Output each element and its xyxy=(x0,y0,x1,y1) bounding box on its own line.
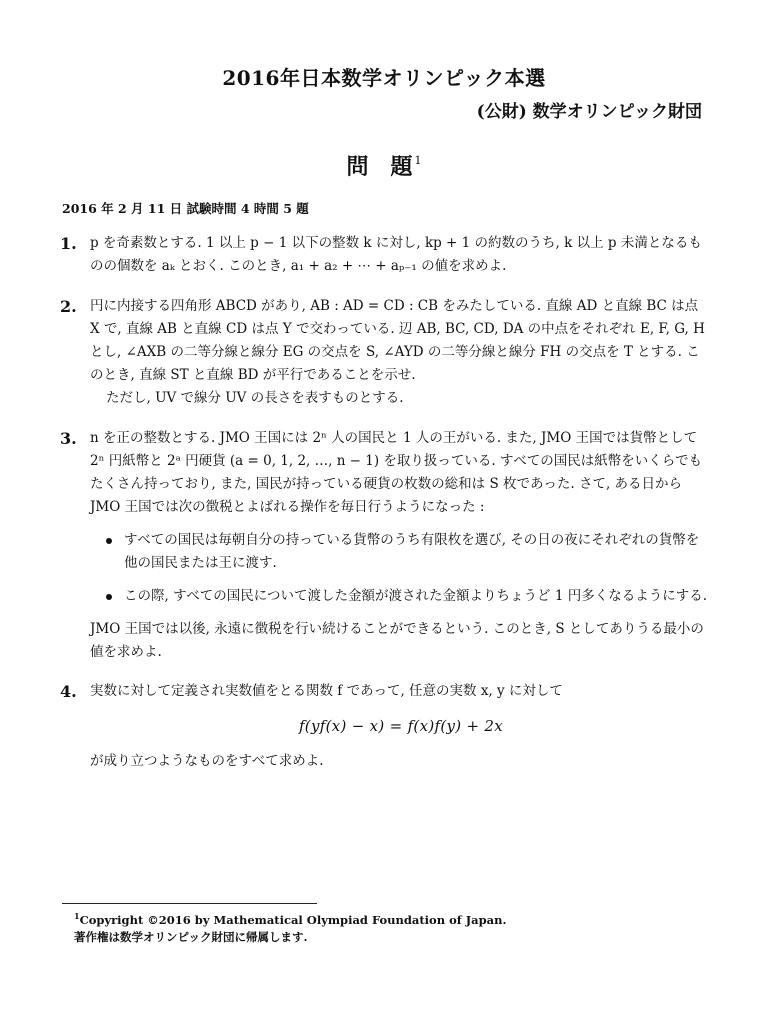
problem-number: 4. xyxy=(60,682,77,701)
heading-text: 問 題 xyxy=(346,154,413,180)
problem-number: 3. xyxy=(60,429,77,448)
problem-closing: JMO 王国では以後, 永遠に徴税を行い続けることができるという. このとき, S としてありうる最小の値を求めよ. xyxy=(90,621,704,660)
exam-info: 2016 年 2 月 11 日 試験時間 4 時間 5 題 xyxy=(62,201,309,216)
list-item xyxy=(90,529,712,575)
copyright-text: Copyright ©2016 by Mathematical Olympiad Foundation of Japan. xyxy=(79,913,507,927)
problem-note: ただし, UV で線分 UV の長さを表すものとする. xyxy=(106,390,404,406)
section-heading xyxy=(0,150,768,181)
functional-equation: f(yf(x) − x) = f(x)f(y) + 2x xyxy=(298,717,504,735)
problem-number: 1. xyxy=(60,234,77,253)
problem-4 xyxy=(60,680,712,773)
problem-closing: が成り立つようなものをすべて求めよ. xyxy=(90,753,324,769)
bullet-text: すべての国民は毎朝自分の持っている貨幣のうち有限枚を選び, その日の夜にそれぞれの貨幣を他の国民または王に渡す. xyxy=(124,532,700,571)
footnote-divider xyxy=(62,903,317,904)
problem-3 xyxy=(60,427,712,664)
bullet-list xyxy=(90,529,712,608)
list-item xyxy=(90,585,712,608)
problem-list xyxy=(60,232,712,773)
bullet-icon xyxy=(106,594,112,600)
problem-text: 円に内接する四角形 ABCD があり, AB : AD = CD : CB をみたしている. 直線 AD と直線 BC は点 X で, 直線 AB と直線 CD は点 Y で交わっている. 辺 AB, BC, CD, DA の中点をそれぞれ E, F, G, H とし, ∠AXB の二等分線と線分 EG の交点を S, ∠AYD の二等分線と線分 FH の交点を T とする. このとき, 直線 ST と直線 BD が平行であることを示せ. xyxy=(90,298,705,383)
heading-footnote-mark: 1 xyxy=(414,154,422,167)
footnote-line-1 xyxy=(74,908,506,929)
problem-text: n を正の整数とする. JMO 王国には 2ⁿ 人の国民と 1 人の王がいる. また, JMO 王国では貨幣として 2ⁿ 円紙幣と 2ᵃ 円硬貨 (a = 0, 1, 2, …, n − 1) を取り扱っている. すべての国民は紙幣をいくらでもたくさん持っており, また, 国民が持っている硬貨の枚数の総和は S 枚であった. さて, ある日から JMO 王国では次の徴税とよばれる操作を毎日行うようになった : xyxy=(90,430,703,515)
footnote-mark: 1 xyxy=(74,911,80,921)
footnote-line-2: 著作権は数学オリンピック財団に帰属します. xyxy=(74,930,308,944)
problem-text: p を奇素数とする. 1 以上 p − 1 以下の整数 k に対し, kp + 1 の約数のうち, k 以上 p 未満となるものの個数を aₖ とおく. このとき, a₁ + a₂ + ⋯ + aₚ₋₁ の値を求めよ. xyxy=(90,235,702,274)
bullet-text: この際, すべての国民について渡した金額が渡された金額よりちょうど 1 円多くなるようにする. xyxy=(124,588,708,604)
problem-number: 2. xyxy=(60,297,77,316)
problem-1 xyxy=(60,232,712,278)
organization-name: (公財) 数学オリンピック財団 xyxy=(476,102,702,122)
footnote xyxy=(74,908,506,946)
problem-text: 実数に対して定義され実数値をとる関数 f であって, 任意の実数 x, y に対して xyxy=(90,683,563,699)
problem-2 xyxy=(60,295,712,410)
document-title: 2016年日本数学オリンピック本選 xyxy=(222,66,546,90)
bullet-icon xyxy=(106,538,112,544)
